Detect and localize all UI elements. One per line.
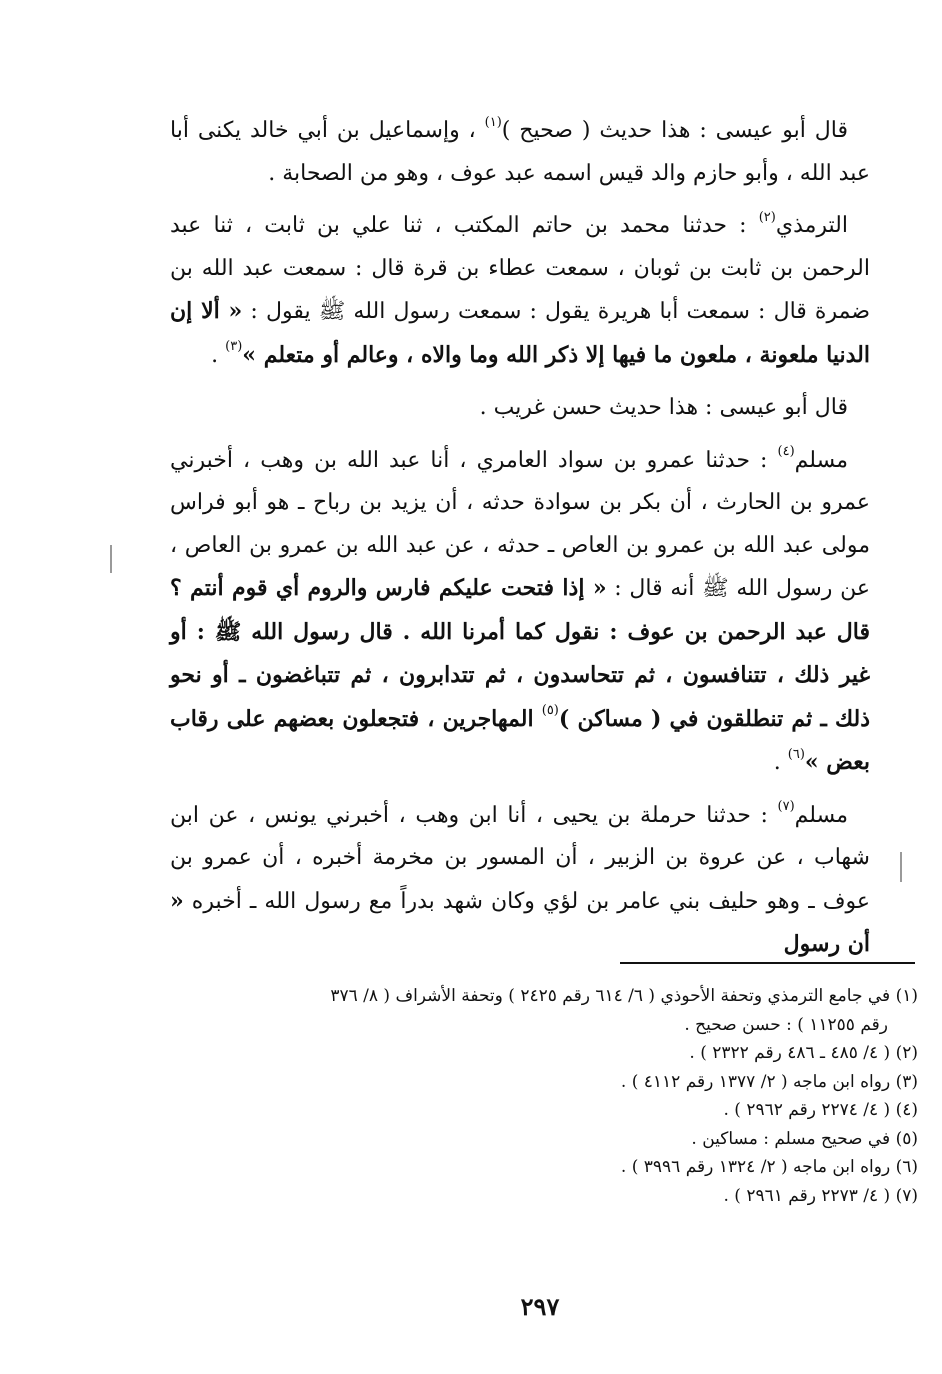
text-run: قال أبو عيسى : هذا حديث حسن غريب . (479, 395, 848, 420)
footnote-ref: (٦) (787, 746, 805, 762)
footnote (170, 1182, 918, 1211)
hadith-text: المهاجرين ، فتجعلون بعضهم على رقاب بعض » (170, 705, 870, 775)
footnote (170, 1068, 918, 1097)
paragraph (170, 387, 870, 430)
text-run: : حدثنا عمرو بن سواد العامري ، أنا عبد الله بن وهب ، أخبرني عمرو بن الحارث ، أن بكر بن سوادة حدثه ، أن يزيد بن رباح ـ هو أبو فراس مولى عبد الله بن عمرو بن العاص ـ حدثه ، عن عبد الله بن عمرو بن العاص ، عن رسول الله ﷺ أنه قال : (170, 447, 870, 601)
paragraph (170, 440, 870, 785)
footnote-ref: (٤) (777, 444, 795, 460)
footnote-ref: (١) (484, 114, 502, 130)
text-run: ، وإسماعيل بن أبي خالد يكنى أبا عبد الله ، وأبو حازم والد قيس اسمه عبد عوف ، وهو من الصحابة . (170, 118, 870, 186)
footnote (170, 1153, 918, 1182)
footnote-text: (٢) ( ٤/ ٤٨٥ ـ ٤٨٦ رقم ٢٣٢٢ ) . (689, 1043, 918, 1063)
footnote-separator-rule (620, 962, 915, 964)
footnote (170, 1125, 918, 1154)
footnote-continuation: رقم ١١٢٥٥ ) : حسن صحيح . (684, 1014, 888, 1035)
text-run: مسلم (794, 447, 848, 473)
text-run: مسلم (794, 802, 848, 828)
paragraph (170, 110, 870, 195)
footnote-text: (٧) ( ٤/ ٢٢٧٣ رقم ٢٩٦١ ) . (723, 1185, 918, 1206)
footnote (170, 982, 918, 1039)
footnote-text: (٤) ( ٤/ ٢٢٧٤ رقم ٢٩٦٢ ) . (723, 1100, 918, 1120)
text-run: . (211, 342, 226, 368)
text-run: الترمذي (775, 213, 848, 238)
text-run: قال أبو عيسى : هذا حديث ( صحيح ) (501, 118, 848, 143)
hadith-text: « أن رسول (170, 887, 870, 957)
scan-mark (110, 545, 112, 573)
footnote-ref: (٧) (777, 799, 795, 815)
footnote-text: (٥) في صحيح مسلم : مساكين . (691, 1128, 918, 1149)
text-run: : حدثنا حرملة بن يحيى ، أنا ابن وهب ، أخبرني يونس ، عن ابن شهاب ، عن عروة بن الزبير ، أن المسور بن مخرمة أخبره ، أن عمرو بن عوف ـ وهو حليف بني عامر بن لؤي وكان شهد بدراً مع رسول الله ـ أخبره (170, 802, 870, 914)
footnote-text: (١) في جامع الترمذي وتحفة الأحوذي ( ٦/ ٦١٤ رقم ٢٤٢٥ ) وتحفة الأشراف ( ٨/ ٣٧٦ (330, 986, 918, 1006)
text-run: . (773, 750, 788, 775)
footnote-text: (٦) رواه ابن ماجه ( ٢/ ١٣٢٤ رقم ٣٩٩٦ ) . (620, 1157, 918, 1177)
hadith-text: « إذا فتحت عليكم فارس والروم أي قوم أنتم ؟ قال عبد الرحمن بن عوف : نقول كما أمرنا الله . قال رسول الله ﷺ : أو غير ذلك ، تتنافسون ، ثم تتحاسدون ، ثم تتدابرون ، ثم تتباغضون ـ أو نحو ذلك ـ ثم تنطلقون في ( مساكن ) (170, 575, 870, 732)
footnote-text: (٣) رواه ابن ماجه ( ٢/ ١٣٧٧ رقم ٤١١٢ ) . (620, 1071, 918, 1092)
paragraph (170, 795, 870, 967)
text-run: : حدثنا محمد بن حاتم المكتب ، ثنا علي بن ثابت ، ثنا عبد الرحمن بن ثابت بن ثوبان ، سمعت عطاء بن قرة قال : سمعت عبد الله بن ضمرة قال : سمعت أبا هريرة يقول : سمعت رسول الله ﷺ يقول : (170, 213, 870, 324)
footnote-ref: (٢) (758, 209, 776, 225)
footnote (170, 1039, 918, 1068)
scan-mark (900, 852, 902, 882)
main-text (170, 110, 870, 967)
footnote-ref: (٥) (541, 703, 559, 719)
footnotes (170, 982, 918, 1210)
hadith-text: « ألا إن الدنيا ملعونة ، ملعون ما فيها إلا ذكر الله وما والاه ، وعالم أو متعلم » (170, 298, 870, 368)
footnote (170, 1096, 918, 1125)
footnote-ref: (٣) (225, 339, 243, 355)
paragraph (170, 205, 870, 377)
page-number: ٢٩٧ (520, 1292, 560, 1321)
